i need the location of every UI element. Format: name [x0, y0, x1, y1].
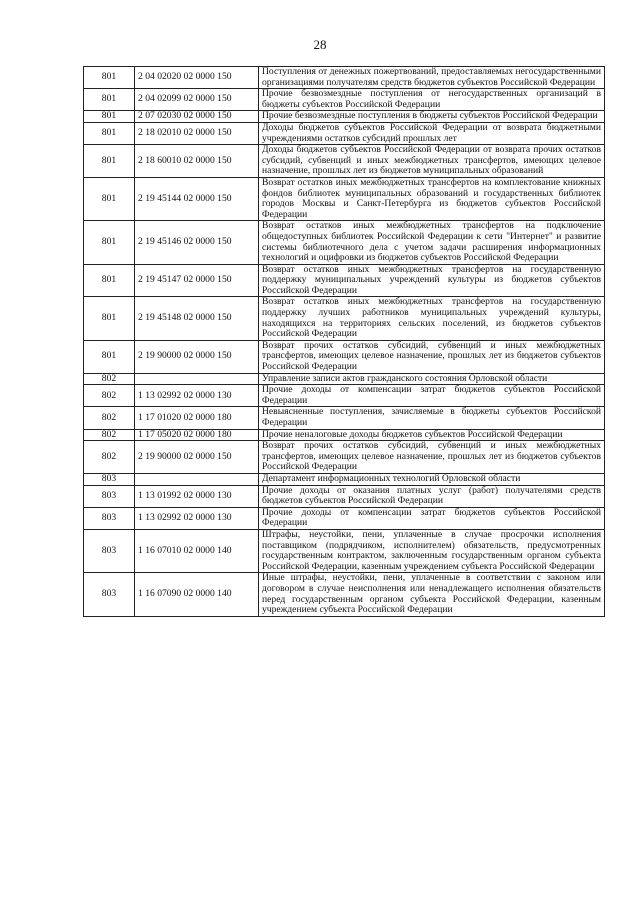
revenue-code-cell: 2 07 02030 02 0000 150 [135, 111, 259, 123]
admin-code-cell: 801 [84, 145, 135, 178]
admin-code-cell: 802 [84, 441, 135, 474]
table-row [84, 573, 605, 616]
admin-code-cell: 801 [84, 67, 135, 89]
table-body [84, 67, 605, 617]
revenue-name-cell: Прочие доходы от компенсации затрат бюджетов субъектов Российской Федерации [259, 385, 605, 407]
revenue-code-cell [135, 373, 259, 385]
admin-code-cell: 801 [84, 264, 135, 297]
revenue-name-cell: Возврат остатков иных межбюджетных трансфертов на государственную поддержку муниципальных учреждений культуры из бюджетов субъектов Российской Федерации [259, 264, 605, 297]
revenue-name-cell: Прочие доходы от компенсации затрат бюджетов субъектов Российской Федерации [259, 507, 605, 529]
admin-code-cell: 803 [84, 529, 135, 572]
revenue-code-cell: 2 04 02099 02 0000 150 [135, 89, 259, 111]
revenue-code-cell: 2 19 90000 02 0000 150 [135, 441, 259, 474]
admin-code-cell: 801 [84, 340, 135, 373]
revenue-name-cell: Невыясненные поступления, зачисляемые в бюджеты субъектов Российской Федерации [259, 407, 605, 429]
revenue-name-cell: Возврат остатков иных межбюджетных трансфертов на комплектование книжных фондов библиотек муниципальных образований и государственных библиотек городов Москвы и Санкт-Петербурга из бюджетов субъектов Российской Федерации [259, 177, 605, 220]
admin-code-cell: 803 [84, 573, 135, 616]
revenue-code-cell: 1 16 07010 02 0000 140 [135, 529, 259, 572]
revenue-name-cell: Прочие безвозмездные поступления в бюджеты субъектов Российской Федерации [259, 111, 605, 123]
revenue-codes-table [83, 66, 605, 617]
admin-code-cell: 801 [84, 111, 135, 123]
table-row [84, 122, 605, 144]
revenue-name-cell: Возврат остатков иных межбюджетных трансфертов на государственную поддержку лучших работников муниципальных учреждений культуры, находящихся на территориях сельских поселений, из бюджетов субъектов Российской Федерации [259, 297, 605, 340]
admin-code-cell: 801 [84, 89, 135, 111]
revenue-code-cell: 1 13 02992 02 0000 130 [135, 385, 259, 407]
admin-code-cell: 802 [84, 407, 135, 429]
revenue-code-cell: 2 04 02020 02 0000 150 [135, 67, 259, 89]
revenue-code-cell: 2 19 45146 02 0000 150 [135, 221, 259, 264]
revenue-name-cell: Доходы бюджетов субъектов Российской Федерации от возврата прочих остатков субсидий, субвенций и иных межбюджетных трансфертов, имеющих целевое назначение, прошлых лет из бюджетов муниципальных образований [259, 145, 605, 178]
revenue-code-cell: 2 19 45147 02 0000 150 [135, 264, 259, 297]
table-row [84, 507, 605, 529]
admin-code-cell: 803 [84, 473, 135, 485]
table-section-row [84, 373, 605, 385]
table-row [84, 89, 605, 111]
revenue-name-cell: Прочие неналоговые доходы бюджетов субъектов Российской Федерации [259, 429, 605, 441]
revenue-name-cell: Возврат прочих остатков субсидий, субвенций и иных межбюджетных трансфертов, имеющих целевое назначение, прошлых лет из бюджетов субъектов Российской Федерации [259, 441, 605, 474]
revenue-code-cell: 2 19 90000 02 0000 150 [135, 340, 259, 373]
revenue-code-cell: 1 16 07090 02 0000 140 [135, 573, 259, 616]
revenue-name-cell: Прочие безвозмездные поступления от негосударственных организаций в бюджеты субъектов Российской Федерации [259, 89, 605, 111]
table-row [84, 407, 605, 429]
admin-code-cell: 802 [84, 373, 135, 385]
revenue-code-cell: 1 13 02992 02 0000 130 [135, 507, 259, 529]
revenue-code-cell: 2 19 45144 02 0000 150 [135, 177, 259, 220]
table-row [84, 385, 605, 407]
admin-code-cell: 801 [84, 297, 135, 340]
revenue-code-cell: 2 19 45148 02 0000 150 [135, 297, 259, 340]
table-row [84, 429, 605, 441]
revenue-code-cell: 2 18 60010 02 0000 150 [135, 145, 259, 178]
table-row [84, 221, 605, 264]
revenue-code-cell: 1 17 01020 02 0000 180 [135, 407, 259, 429]
revenue-name-cell: Управление записи актов гражданского состояния Орловской области [259, 373, 605, 385]
admin-code-cell: 803 [84, 485, 135, 507]
admin-code-cell: 802 [84, 385, 135, 407]
revenue-code-cell: 1 17 05020 02 0000 180 [135, 429, 259, 441]
table-row [84, 177, 605, 220]
revenue-name-cell: Штрафы, неустойки, пени, уплаченные в случае просрочки исполнения поставщиком (подрядчиком, исполнителем) обязательств, предусмотренных государственным контрактом, заключенным государственным органом субъекта Российской Федерации, казенным учреждением субъекта Российской Федерации [259, 529, 605, 572]
revenue-code-cell [135, 473, 259, 485]
revenue-name-cell: Возврат остатков иных межбюджетных трансфертов на подключение общедоступных библиотек Российской Федерации к сети "Интернет" и развитие системы библиотечного дела с учетом задачи расширения информационных технологий и оцифровки из бюджетов субъектов Российской Федерации [259, 221, 605, 264]
table-section-row [84, 473, 605, 485]
admin-code-cell: 802 [84, 429, 135, 441]
page-number: 28 [313, 37, 327, 52]
table-row [84, 441, 605, 474]
revenue-name-cell: Иные штрафы, неустойки, пени, уплаченные в соответствии с законом или договором в случае неисполнения или ненадлежащего исполнения обязательств перед государственным органом субъекта Российской Федерации, казенным учреждением субъекта Российской Федерации [259, 573, 605, 616]
table-row [84, 340, 605, 373]
revenue-name-cell: Доходы бюджетов субъектов Российской Федерации от возврата бюджетными учреждениями остатков субсидий прошлых лет [259, 122, 605, 144]
admin-code-cell: 801 [84, 177, 135, 220]
revenue-name-cell: Поступления от денежных пожертвований, предоставляемых негосударственными организациями получателям средств бюджетов субъектов Российской Федерации [259, 67, 605, 89]
table-row [84, 145, 605, 178]
revenue-name-cell: Департамент информационных технологий Орловской области [259, 473, 605, 485]
table-row [84, 264, 605, 297]
revenue-code-cell: 1 13 01992 02 0000 130 [135, 485, 259, 507]
table-row [84, 485, 605, 507]
revenue-name-cell: Прочие доходы от оказания платных услуг (работ) получателями средств бюджетов субъектов Российской Федерации [259, 485, 605, 507]
admin-code-cell: 801 [84, 122, 135, 144]
table-row [84, 67, 605, 89]
table-row [84, 529, 605, 572]
admin-code-cell: 803 [84, 507, 135, 529]
table-row [84, 111, 605, 123]
revenue-code-cell: 2 18 02010 02 0000 150 [135, 122, 259, 144]
table-row [84, 297, 605, 340]
revenue-name-cell: Возврат прочих остатков субсидий, субвенций и иных межбюджетных трансфертов, имеющих целевое назначение, прошлых лет из бюджетов субъектов Российской Федерации [259, 340, 605, 373]
admin-code-cell: 801 [84, 221, 135, 264]
